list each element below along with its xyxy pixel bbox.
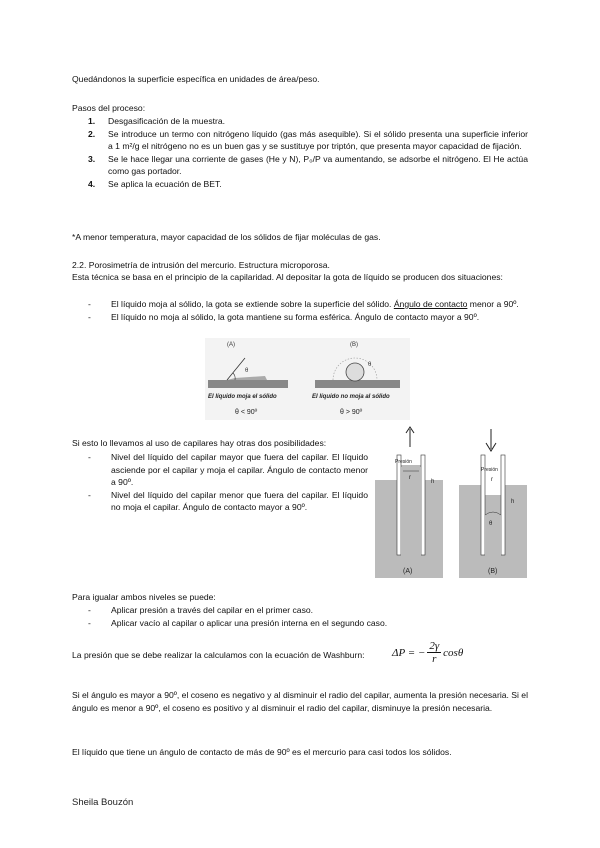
step-item: 1. Desgasificación de la muestra. — [88, 116, 226, 126]
fig1-right-label: (B) — [350, 342, 358, 348]
steps-list — [88, 115, 528, 191]
case-item: - El líquido moja al sólido, la gota se extiende sobre la superficie del sólido. Ángulo de contacto menor a 90º. — [88, 299, 519, 309]
fig2-r-a: r — [409, 475, 411, 481]
step-item: 3. Se le hace llegar una corriente de gases (He y N), P₀/P va aumentando, se adsorbe el nitrógeno. El He actúa como gas portador. — [88, 153, 528, 177]
fig1-left-caption: El líquido moja el sólido — [208, 394, 277, 400]
equalize-list — [88, 604, 528, 629]
fig2-label-a: (A) — [403, 568, 413, 575]
capillary-figure — [373, 425, 530, 581]
steps-title: Pasos del proceso: — [72, 103, 146, 113]
fig2-h-a: h — [431, 479, 435, 485]
fig2-pressure-a: Presión — [395, 459, 412, 465]
fig1-left-label: (A) — [227, 342, 235, 348]
note: *A menor temperatura, mayor capacidad de los sólidos de fijar moléculas de gas. — [72, 232, 381, 242]
angle-paragraph: Si el ángulo es mayor a 90º, el coseno es negativo y al disminuir el radio del capilar, aumenta la presión necesaria. Si el ángulo es menor a 90º, el coseno es positivo y al disminuir el radio del capilar, disminuye la presión necesaria. — [72, 690, 528, 713]
step-item: 4. Se aplica la ecuación de BET. — [88, 178, 222, 189]
fig1-right-angle: θ > 90º — [340, 409, 363, 416]
capillary-intro: Si esto lo llevamos al uso de capilares hay otras dos posibilidades: — [72, 438, 327, 448]
equation-denominator: r — [432, 653, 437, 665]
cases-list — [88, 298, 528, 323]
washburn-text: La presión que se debe realizar la calculamos con la ecuación de Washburn: — [72, 650, 365, 660]
mercury-line: El líquido que tiene un ángulo de contacto de más de 90º es el mercurio para casi todos los sólidos. — [72, 747, 452, 757]
equalize-title: Para igualar ambos niveles se puede: — [72, 592, 216, 602]
fig1-left-theta: θ — [245, 368, 249, 374]
fig1-left-angle: θ < 90º — [235, 409, 258, 416]
equalize-item: - Aplicar presión a través del capilar en el primer caso. — [88, 605, 314, 615]
washburn-equation — [392, 640, 463, 665]
step-item: 2. Se introduce un termo con nitrógeno líquido (gas más asequible). Si el sólido presenta una superficie inferior a 1 m²/g el nitrógeno no es un buen gas y se sustituye por triptón, que presenta mayor capacidad de fijación. — [88, 128, 528, 152]
intro-line: Quedándonos la superficie específica en unidades de área/peso. — [72, 74, 320, 84]
equation-numerator: 2γ — [429, 640, 440, 652]
fig1-right-caption: El líquido no moja al sólido — [312, 394, 390, 400]
case-item: - El líquido no moja al sólido, la gota mantiene su forma esférica. Ángulo de contacto mayor a 90º. — [88, 311, 480, 322]
section-intro: Esta técnica se basa en el principio de la capilaridad. Al depositar la gota de líquido se producen dos situaciones: — [72, 272, 503, 282]
fig2-r-b: r — [491, 477, 493, 483]
fig2-h-b: h — [511, 499, 515, 505]
capillary-case-item: - Nivel del líquido del capilar mayor que fuera del capilar. El líquido asciende por el capilar y moja el capilar. Ángulo de contacto menor a 90º. — [88, 452, 368, 488]
footer-author: Sheila Bouzón — [72, 797, 134, 808]
capillary-cases-list — [88, 451, 368, 514]
equation-fraction — [427, 640, 441, 665]
equation-lhs: ΔP = − — [392, 646, 426, 659]
fig2-pressure-b: Presión — [481, 467, 498, 473]
fig2-label-b: (B) — [488, 568, 498, 575]
capillary-case-item: - Nivel del líquido del capilar menor que fuera del capilar. El líquido no moja el capilar. Ángulo de contacto mayor a 90º. — [88, 489, 368, 513]
fig2-theta-b: θ — [489, 521, 493, 527]
section-title: 2.2. Porosimetría de intrusión del mercurio. Estructura microporosa. — [72, 260, 330, 270]
equalize-item: - Aplicar vacío al capilar o aplicar una presión interna en el segundo caso. — [88, 617, 388, 628]
equation-rhs: cosθ — [443, 646, 464, 659]
fig1-right-theta: θ — [368, 362, 372, 368]
contact-angle-figure — [205, 338, 410, 420]
